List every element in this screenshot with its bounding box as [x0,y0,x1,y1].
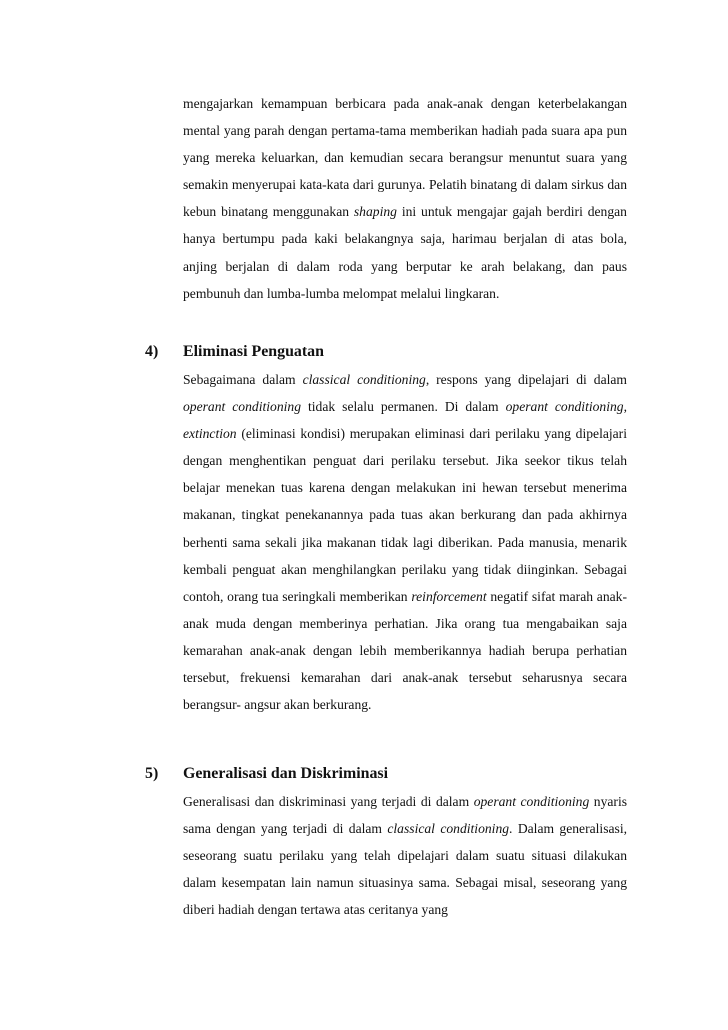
section-4-paragraph [183,366,627,718]
section-5-title: Generalisasi dan Diskriminasi [183,765,389,782]
italic-term: classical conditioning [302,372,426,387]
italic-term: operant conditioning [473,794,590,809]
section-generalisasi-diskriminasi [145,761,628,923]
text-run: , respons yang dipelajari di dalam [425,372,627,387]
italic-term: operant conditioning [505,399,624,415]
text-run: Sebagaimana dalam [183,372,303,387]
section-4-number: 4) [145,343,159,360]
section-5-heading [145,761,627,786]
text-run: . Dalam generalisasi, seseorang suatu perilaku yang telah dipelajari dalam suatu situasi dilakukan dalam kesempatan lain namun situasinya sama. Sebagai misal, seseorang yang diberi hadiah dengan tertawa atas ceritanya yang [183,821,627,918]
text-run: tidak selalu permanen. Di dalam [301,399,506,415]
section-5-paragraph [183,788,627,923]
section-5-number: 5) [145,765,159,782]
text-run: (eliminasi kondisi) merupakan eliminasi dari perilaku yang dipelajari dengan menghentikan penguat dari perilaku tersebut. Jika seekor tikus telah belajar menekan tuas karena dengan melakukan ini hewan tersebut menerima makanan, tingkat penekanannya pada tuas akan berkurang dan pada akhirnya berhenti sama sekali jika makanan tidak lagi diberikan. Pada manusia, menarik kembali penguat akan menghilangkan perilaku yang tidak diinginkan. Sebagai contoh, orang tua seringkali memberikan [183,426,627,604]
italic-term: extinction [183,426,237,442]
intro-paragraph [183,90,627,307]
text-run: ini untuk mengajar gajah berdiri dengan hanya bertumpu pada kaki belakangnya saja, harimau berjalan di atas bola, anjing berjalan di dalam roda yang berputar ke arah belakang, dan paus pembunuh dan lumba-lumba melompat melalui lingkaran. [183,204,627,301]
section-4-heading [145,339,627,364]
text-run: Generalisasi dan diskriminasi yang terjadi di dalam [183,794,474,809]
text-run: nyaris sama dengan yang terjadi di dalam [183,794,628,837]
section-4-title: Eliminasi Penguatan [183,343,324,360]
italic-term: shaping [353,204,397,220]
section-eliminasi-penguatan [145,339,628,718]
italic-term: operant conditioning [183,399,301,415]
intro-paragraph-block [183,90,627,307]
italic-term: reinforcement [411,588,487,604]
italic-term: classical conditioning [387,821,510,837]
text-run: mengajarkan kemampuan berbicara pada anak-anak dengan keterbelakangan mental yang parah dengan pertama-tama memberikan hadiah pada suara apa pun yang mereka keluarkan, dan kemudian secara berangsur menuntut suara yang semakin menyerupai kata-kata dari gurunya. Pelatih binatang di dalam sirkus dan kebun binatang menggunakan [183,96,627,220]
text-run: negatif sifat marah anak-anak muda dengan memberinya perhatian. Jika orang tua mengabaikan saja kemarahan anak-anak dengan lebih memberikannya hadiah berupa perhatian tersebut, frekuensi kemarahan dari anak-anak tersebut seharusnya secara berangsur- angsur akan berkurang. [183,588,627,713]
text-run: , [623,399,628,415]
